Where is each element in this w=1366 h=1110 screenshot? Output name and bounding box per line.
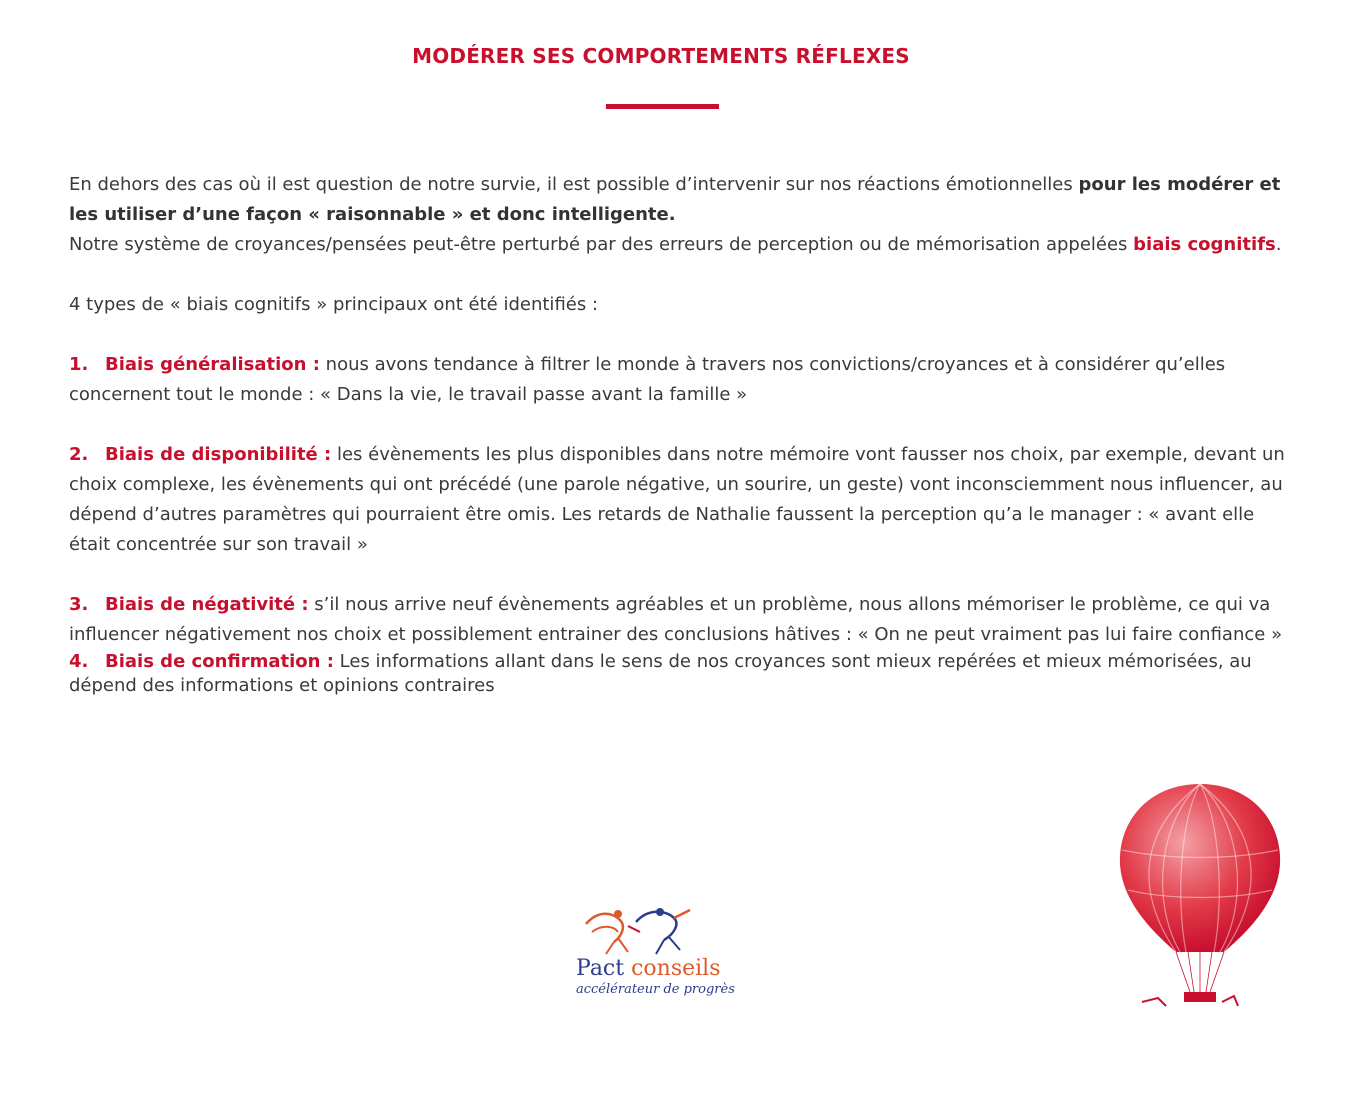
page-title: MODÉRER SES COMPORTEMENTS RÉFLEXES	[412, 44, 910, 68]
pact-conseils-logo	[572, 902, 746, 1002]
intro-paragraph-1	[69, 170, 1291, 230]
item-text: s’il nous arrive neuf évènements agréables et un problème, nous allons mémoriser le problème, ce qui va influencer négativement nos choix et possiblement entrainer des conclusions hâtives : « On ne peut vraiment pas lui faire confiance »	[69, 594, 1283, 645]
logo-name-part2: conseils	[631, 956, 721, 981]
intro-text: En dehors des cas où il est question de notre survie, il est possible d’intervenir sur nos réactions émotionnelles	[69, 174, 1079, 195]
title-underline	[606, 104, 719, 109]
item-label: Biais généralisation :	[105, 354, 320, 375]
intro-paragraph-2	[69, 230, 1291, 260]
item-number: 3.	[69, 594, 89, 615]
main-content	[69, 170, 1291, 698]
logo-name	[576, 956, 721, 981]
item-text: Les informations allant dans le sens de nos croyances sont mieux repérées et mieux mémorisées, au dépend des informations et opinions contraires	[69, 651, 1252, 696]
logo-tagline: accélérateur de progrès	[576, 982, 735, 997]
item-label: Biais de confirmation :	[105, 651, 334, 672]
intro-text-2: Notre système de croyances/pensées peut-être perturbé par des erreurs de perception ou de mémorisation appelées	[69, 234, 1134, 255]
item-text: les évènements les plus disponibles dans notre mémoire vont fausser nos choix, par exemple, devant un choix complexe, les évènements qui ont précédé (une parole négative, un sourire, un geste) vont inconsciemment nous influencer, au dépend d’autres paramètres qui pourraient être omis. Les retards de Nathalie faussent la perception qu’a le manager : « avant elle était concentrée sur son travail »	[69, 444, 1285, 555]
item-number: 2.	[69, 444, 89, 465]
item-label: Biais de négativité :	[105, 594, 309, 615]
item-number: 4.	[69, 651, 89, 672]
logo-name-part1: Pact	[576, 956, 625, 981]
bias-item-1	[69, 350, 1291, 410]
item-number: 1.	[69, 354, 89, 375]
biais-cognitifs-highlight: biais cognitifs	[1133, 234, 1276, 255]
hot-air-balloon-icon	[1110, 780, 1290, 1020]
item-label: Biais de disponibilité :	[105, 444, 332, 465]
bias-item-4	[69, 650, 1291, 698]
bias-item-3	[69, 590, 1291, 650]
bias-item-2	[69, 440, 1291, 560]
running-figures-icon	[578, 902, 698, 958]
intro-period: .	[1275, 234, 1282, 255]
item-text: nous avons tendance à filtrer le monde à travers nos convictions/croyances et à considérer qu’elles concernent tout le monde : « Dans la vie, le travail passe avant la famille »	[69, 354, 1226, 405]
types-intro: 4 types de « biais cognitifs » principaux ont été identifiés :	[69, 294, 599, 315]
intro-bold-text: pour les modérer et les utiliser d’une façon « raisonnable » et donc intelligente.	[69, 174, 1281, 225]
